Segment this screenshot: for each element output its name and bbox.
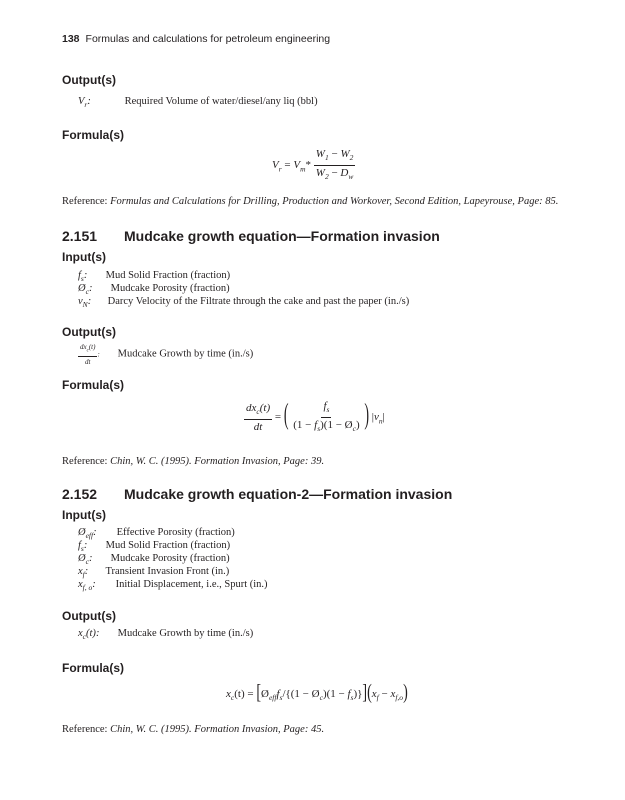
formula-mudcake-growth-2: $x_c(t)$ = [$Ø_{eff}f_s/\{(1$ − $Ø_c)(1 - f_s)\}](x_f - x_{f,o})$ <box>226 682 408 705</box>
output-row-151: $\frac{dx_c(t)}{dt}$ : Mudcake Growth by time (in./s) <box>80 343 254 367</box>
section-heading-2-151: 2.151 Mudcake growth equation—Formation invasion <box>62 228 440 244</box>
running-head <box>62 33 330 45</box>
section-heading-2-152: 2.152 Mudcake growth equation-2—Formation invasion <box>62 486 453 502</box>
output-row <box>78 96 318 109</box>
output-heading: Output(s) <box>62 73 116 87</box>
reference-2: Reference: Chin, W. C. (1995). Formation Invasion, Page: 39. <box>62 456 325 467</box>
reference-1: Reference: Formulas and Calculations for Drilling, Production and Workover, Second Edition, Lapeyrouse, Page: 85. <box>62 196 559 207</box>
output-heading-151: Output(s) <box>62 325 116 339</box>
output-derivative-symbol: $\frac{dx_c(t)}{dt}$ : <box>80 343 100 367</box>
formula-heading: Formula(s) <box>62 128 125 142</box>
input-row-phic: $Ø_c$: Mudcake Porosity (fraction) <box>78 283 230 297</box>
input-row-xfo: $x_{f, o}$: Initial Displacement, i.e., Spurt (in.) <box>78 579 268 593</box>
output-heading-152: Output(s) <box>62 609 116 623</box>
input-heading-151: Input(s) <box>62 250 106 264</box>
page-number: 138 <box>62 33 80 45</box>
output-row-152: $x_c(t)$: Mudcake Growth by time (in./s) <box>78 628 254 642</box>
output-symbol: $V_r$: <box>78 96 91 110</box>
output-description: Required Volume of water/diesel/any liq (bbl) <box>124 96 318 107</box>
input-row-fs: $f_s$: Mud Solid Fraction (fraction) <box>78 270 231 284</box>
formula-heading-152: Formula(s) <box>62 661 125 675</box>
input-row-xf: $x_f$: Transient Invasion Front (in.) <box>78 566 230 580</box>
formula-vr: $V_r = V_m*$ $\frac{W_1 - W_2}{W_2 - D_w}$ <box>272 148 354 182</box>
input-row-fs-2: $f_s$: Mud Solid Fraction (fraction) <box>78 540 231 554</box>
reference-3: Reference: Chin, W. C. (1995). Formation Invasion, Page: 45. <box>62 724 325 735</box>
formula-heading-151: Formula(s) <box>62 378 125 392</box>
input-row-phieff: $Ø_{eff}$: Effective Porosity (fraction) <box>78 527 235 541</box>
input-heading-152: Input(s) <box>62 508 106 522</box>
formula-mudcake-growth: $\frac{dx_c(t)}{dt}$ = ( $\frac{f_s}{(1 - f_s)(1 - Ø_c)}$ ) $|v_n|$ <box>246 400 385 434</box>
book-title: Formulas and calculations for petroleum engineering <box>85 33 331 45</box>
input-row-phic-2: $Ø_c$: Mudcake Porosity (fraction) <box>78 553 230 567</box>
input-row-vn: $v_N$: Darcy Velocity of the Filtrate through the cake and past the paper (in./s) <box>78 296 410 310</box>
